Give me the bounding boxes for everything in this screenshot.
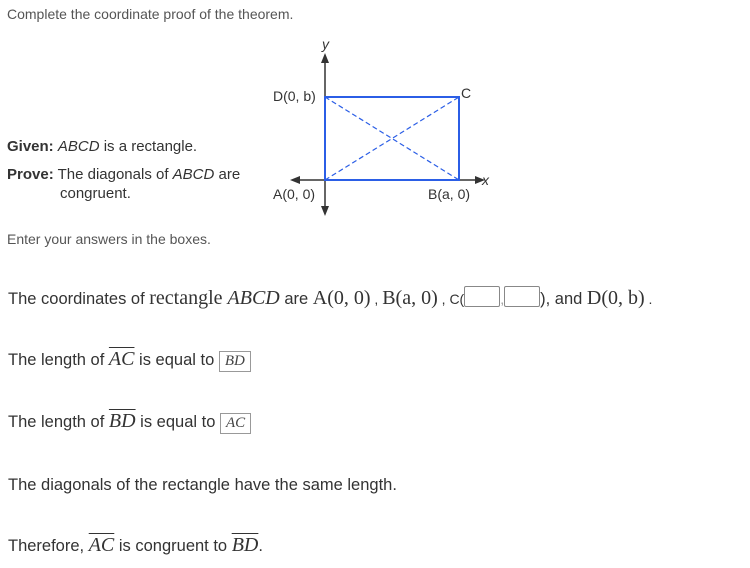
l2-prefix: The length of	[8, 413, 109, 431]
y-axis-down-arrow	[321, 206, 329, 216]
coord-a: A(0, 0)	[312, 287, 371, 309]
prove-line-2: congruent.	[60, 185, 131, 202]
given-prove-block	[7, 137, 240, 203]
given-shape: ABCD	[57, 138, 100, 155]
coords-text-2: are	[279, 290, 313, 308]
coords-text-1: The coordinates of	[8, 290, 150, 308]
label-c: C	[461, 85, 472, 101]
diagonals-same-length-line: The diagonals of the rectangle have the same length.	[8, 476, 397, 494]
l2-mid: is equal to	[135, 413, 220, 431]
rect-name: ABCD	[227, 287, 280, 309]
answer-box-ac[interactable]: AC	[220, 413, 251, 434]
given-rest: is a rectangle.	[99, 138, 198, 155]
length-ac-line	[8, 348, 251, 372]
y-axis-up-arrow	[321, 53, 329, 63]
prove-text-1: The diagonals of	[57, 166, 173, 183]
coord-sep-2: ,	[437, 291, 450, 307]
l1-prefix: The length of	[8, 351, 109, 369]
coordinates-line	[8, 286, 652, 310]
coord-end: .	[644, 291, 653, 307]
answer-box-bd[interactable]: BD	[219, 351, 251, 372]
coord-b: B(a, 0)	[382, 287, 438, 309]
segment-ac: $\overline{AC}$	[108, 348, 135, 370]
l4-prefix: Therefore,	[8, 537, 89, 555]
label-d: D(0, b)	[273, 88, 316, 104]
c-x-answer-input[interactable]	[464, 286, 500, 307]
segment-bd-conclusion: $\overline{BD}$	[231, 534, 259, 556]
l4-mid: is congruent to	[114, 537, 232, 555]
given-line	[7, 137, 240, 156]
rectangle-diagram	[260, 35, 500, 225]
rectangle-abcd	[325, 97, 459, 180]
label-b: B(a, 0)	[428, 186, 471, 202]
coord-c-comma: ,	[500, 291, 505, 307]
l4-end: .	[258, 537, 263, 555]
coord-sep-1: ,	[370, 291, 383, 307]
enter-answers-text: Enter your answers in the boxes.	[7, 231, 211, 247]
instruction-text: Complete the coordinate proof of the theorem.	[7, 6, 294, 22]
diagonal-db	[325, 97, 459, 180]
coord-c-prefix: C(	[449, 291, 465, 307]
label-a: A(0, 0)	[273, 186, 316, 202]
x-axis-label: x	[482, 172, 489, 188]
conclusion-line	[8, 534, 263, 557]
y-axis-label: y	[322, 36, 329, 52]
l1-mid: is equal to	[134, 351, 219, 369]
coord-d: D(0, b)	[586, 287, 645, 309]
c-y-answer-input[interactable]	[504, 286, 540, 307]
prove-label: Prove:	[7, 166, 54, 183]
prove-text-2: are	[214, 166, 241, 183]
rect-word: rectangle	[149, 287, 228, 309]
segment-bd: $\overline{BD}$	[108, 410, 136, 432]
prove-shape: ABCD	[172, 166, 215, 183]
diagonal-ac	[325, 97, 459, 180]
given-label: Given:	[7, 138, 54, 155]
coord-c-suffix: ), and	[540, 290, 587, 308]
prove-line	[7, 165, 240, 184]
length-bd-line	[8, 410, 251, 434]
x-axis-left-arrow	[290, 176, 300, 184]
segment-ac-conclusion: $\overline{AC}$	[88, 534, 115, 556]
